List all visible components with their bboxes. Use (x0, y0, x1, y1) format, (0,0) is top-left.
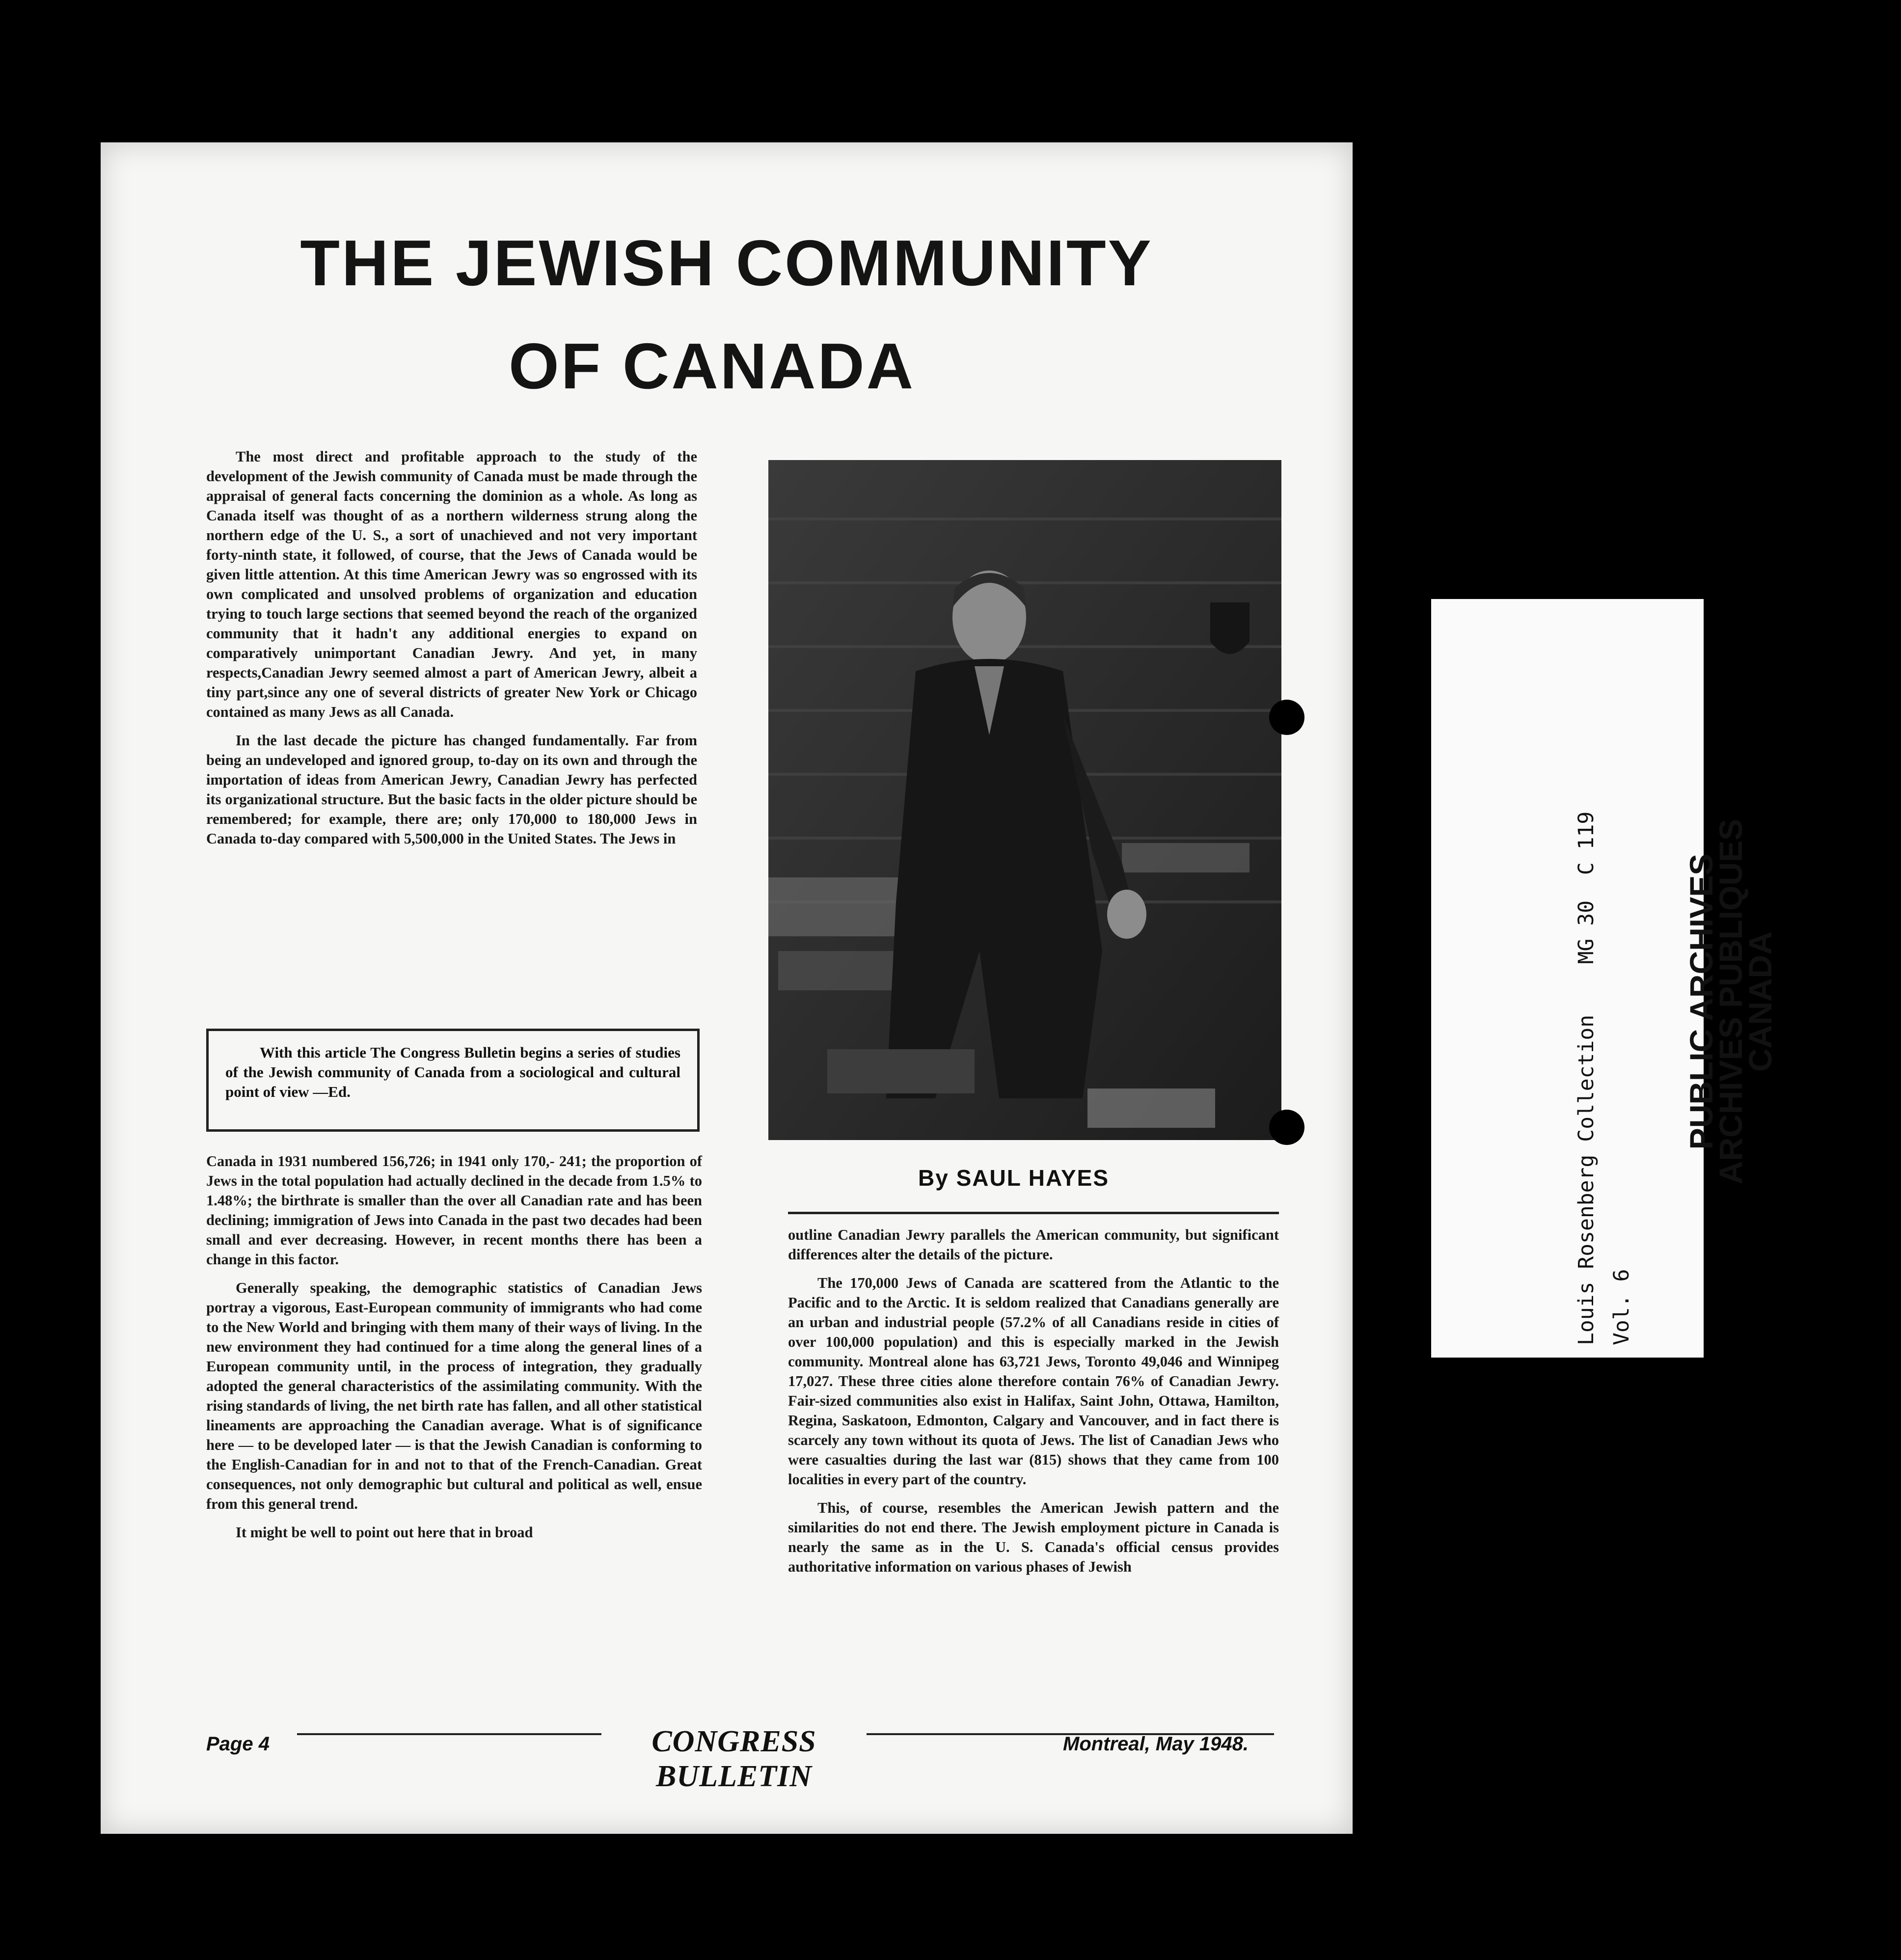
column-right (788, 1225, 1279, 1585)
newspaper-page (101, 142, 1353, 1834)
punch-hole-bottom (1269, 1110, 1304, 1145)
editor-note-box: With this article The Congress Bulletin begins a series of studies of the Jewish community of Canada from a sociological and cultural point of view —Ed. (206, 1029, 700, 1132)
dateline: Montreal, May 1948. (1063, 1733, 1249, 1755)
stamp-line-2: ARCHIVES PUBLIQUES (1712, 818, 1749, 1185)
author-photo (768, 460, 1281, 1140)
paragraph: Generally speaking, the demographic statistics of Canadian Jews portray a vigorous, East-European community of immigrants who had come to the New World and bringing with them many of their ways of living. In the new environment they had continued for a time along the general lines of a European community until, in the process of integration, they gradually adopted the general characteristics of the assimilating community. With the rising standards of living, the net birth rate has fallen, and all other statistical lineaments are approaching the Canadian average. What is of significance here — to be developed later — is that the Jewish Canadian is conforming to the English-Canadian for in and not to that of the French-Canadian. Great consequences, not only demographic but cultural and political as well, ensue from this general trend. (206, 1279, 702, 1512)
punch-hole-top (1269, 700, 1304, 735)
footer-rule-left (297, 1733, 601, 1735)
paragraph: It might be well to point out here that in broad (236, 1524, 533, 1541)
stamp-line-1: PUBLIC ARCHIVES (1683, 853, 1719, 1150)
byline: By SAUL HAYES (918, 1165, 1110, 1191)
paragraph: Canada in 1931 numbered 156,726; in 1941 only 170,- 241; the proportion of Jews in the total population had actually declined in the decade from 1.5% to 1.48%; the birthrate is smaller than the over all Canadian rate and has been declining; immigration of Jews into Canada in the past two decades had been small and ever decreasing. However, in recent months there has been a change in this factor. (206, 1153, 702, 1268)
page-number: Page 4 (206, 1733, 270, 1755)
paragraph: The 170,000 Jews of Canada are scattered from the Atlantic to the Pacific and to the Arctic. It is seldom realized that Canadians generally are an urban and industrial people (57.2% of all Canadians reside in cities of over 100,000 population) and this is especially marked in the Jewish community. Montreal alone has 63,721 Jews, Toronto 49,046 and Winnipeg 17,027. These three cities alone therefore contain 76% of Canadian Jewry. Fair-sized communities also exist in Halifax, Saint John, Ottawa, Hamilton, Regina, Saskatoon, Edmonton, Calgary and Vancouver, and in fact there is scarcely any town without its quota of Jews. The list of Canadian Jews who were casualties during the last war (815) shows that they came from 100 localities in every part of the country. (788, 1275, 1279, 1488)
stamp-line-3: CANADA (1742, 931, 1778, 1072)
portrait-illustration (768, 460, 1281, 1140)
volume-number: Vol. 6 (1609, 1269, 1634, 1345)
article-title-line2: OF CANADA (509, 330, 915, 402)
archive-reference-text (1569, 619, 1642, 1345)
masthead-logo: CONGRESS BULLETIN (652, 1725, 816, 1793)
paragraph: The most direct and profitable approach to the study of the development of the Jewish community of Canada must be made through the appraisal of general facts concerning the dominion as a whole. As long as Canada itself was thought of as a northern wilderness strung along the northern edge of the U. S., a sort of unachieved and not very important forty-ninth state, it followed, of course, that the Jews of Canada would be given little attention. At this time American Jewry was so engrossed with its own complicated and unsolved problems of organization and education trying to touch large sections that seemed beyond the reach of the organized community that it hadn't any additional energies to expand on comparatively unimportant Canadian Jewry. And yet, in many respects,Canadian Jewry seemed almost a part of American Jewry, albeit a tiny part,since any one of several districts of greater New York or Chicago contained as many Jews as all Canada. (206, 448, 697, 720)
article-title-line1: THE JEWISH COMMUNITY (300, 227, 1153, 299)
collection-name: Louis Rosenberg Collection (1574, 1014, 1599, 1345)
archive-stamp (1683, 692, 1814, 1311)
column-left-bottom (206, 1151, 702, 1551)
column-left-top (206, 447, 697, 857)
archive-label (1431, 599, 1778, 1358)
reference-number: MG 30 C 119 (1574, 811, 1599, 964)
paragraph: In the last decade the picture has changed fundamentally. Far from being an undeveloped and ignored group, to-day on its own and through the importation of ideas from American Jewry, Canadian Jewry has perfected its organizational structure. But the basic facts in the older picture should be remembered; for example, there are; only 170,000 to 180,000 Jews in Canada to-day compared with 5,500,000 in the United States. The Jews in (206, 732, 697, 847)
byline-rule (788, 1212, 1279, 1214)
paragraph: This, of course, resembles the American Jewish pattern and the similarities do not end there. The Jewish employment picture in Canada is nearly the same as in the U. S. Canada's official census provides authoritative information on various phases of Jewish (788, 1499, 1279, 1575)
paragraph: outline Canadian Jewry parallels the American community, but significant differences alter the details of the picture. (788, 1226, 1279, 1263)
